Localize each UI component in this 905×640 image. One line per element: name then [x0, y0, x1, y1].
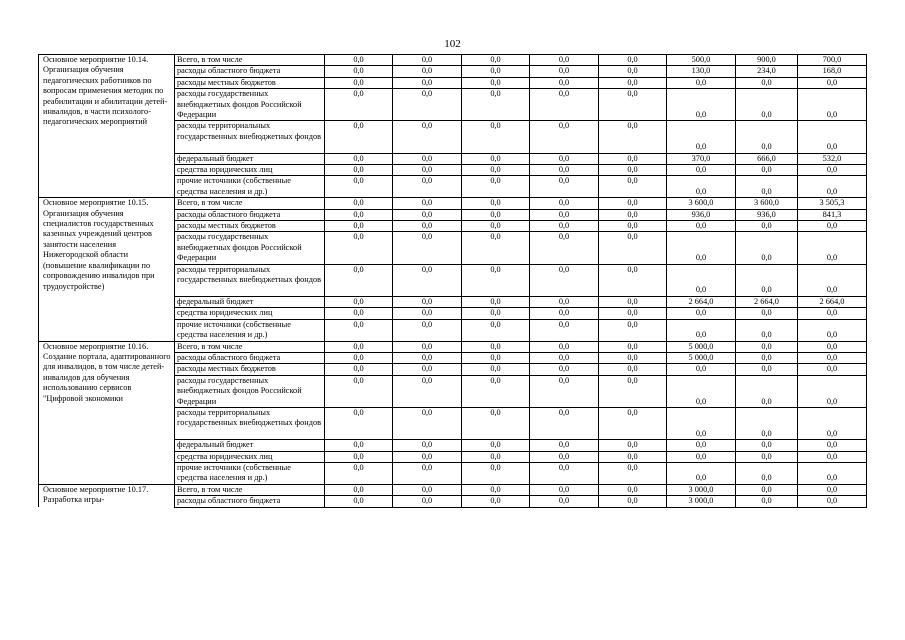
amount-cell: 0,0 [798, 440, 867, 451]
amount-cell: 0,0 [599, 440, 667, 451]
amount-cell: 0,0 [393, 198, 462, 209]
amount-cell: 0,0 [599, 77, 667, 88]
amount-cell: 0,0 [325, 121, 393, 153]
amount-cell: 0,0 [393, 308, 462, 319]
funding-source-label: расходы областного бюджета [175, 209, 325, 220]
amount-cell: 0,0 [599, 121, 667, 153]
amount-cell: 0,0 [736, 89, 798, 121]
amount-cell: 0,0 [530, 451, 599, 462]
funding-source-label: средства юридических лиц [175, 451, 325, 462]
funding-source-label: расходы областного бюджета [175, 66, 325, 77]
funding-source-label: расходы государственных внебюджетных фондов Российской Федерации [175, 89, 325, 121]
amount-cell: 370,0 [667, 153, 736, 164]
amount-cell: 0,0 [667, 319, 736, 341]
amount-cell: 0,0 [530, 352, 599, 363]
amount-cell: 0,0 [736, 77, 798, 88]
amount-cell: 0,0 [599, 209, 667, 220]
amount-cell: 0,0 [393, 407, 462, 439]
funding-source-label: расходы областного бюджета [175, 496, 325, 507]
amount-cell: 0,0 [736, 364, 798, 375]
amount-cell: 0,0 [393, 375, 462, 407]
amount-cell: 0,0 [462, 341, 530, 352]
amount-cell: 0,0 [736, 451, 798, 462]
amount-cell: 0,0 [530, 496, 599, 507]
amount-cell: 0,0 [530, 364, 599, 375]
funding-source-label: расходы территориальных государственных внебюджетных фондов [175, 121, 325, 153]
amount-cell: 0,0 [667, 364, 736, 375]
amount-cell: 2 664,0 [798, 296, 867, 307]
amount-cell: 0,0 [393, 440, 462, 451]
amount-cell: 0,0 [599, 153, 667, 164]
amount-cell: 0,0 [530, 232, 599, 264]
amount-cell: 0,0 [736, 165, 798, 176]
amount-cell: 0,0 [325, 89, 393, 121]
amount-cell: 0,0 [530, 264, 599, 296]
amount-cell: 0,0 [462, 308, 530, 319]
amount-cell: 0,0 [393, 484, 462, 495]
amount-cell: 0,0 [798, 89, 867, 121]
funding-source-label: Всего, в том числе [175, 55, 325, 66]
amount-cell: 841,3 [798, 209, 867, 220]
amount-cell: 168,0 [798, 66, 867, 77]
amount-cell: 0,0 [462, 209, 530, 220]
page-number: 102 [444, 38, 461, 50]
amount-cell: 0,0 [798, 407, 867, 439]
amount-cell: 0,0 [736, 221, 798, 232]
amount-cell: 0,0 [393, 165, 462, 176]
amount-cell: 0,0 [393, 341, 462, 352]
amount-cell: 3 600,0 [667, 198, 736, 209]
table-row [39, 484, 867, 495]
amount-cell: 0,0 [798, 375, 867, 407]
amount-cell: 0,0 [530, 319, 599, 341]
amount-cell: 700,0 [798, 55, 867, 66]
amount-cell: 0,0 [530, 462, 599, 484]
amount-cell: 936,0 [667, 209, 736, 220]
funding-source-label: Всего, в том числе [175, 198, 325, 209]
amount-cell: 0,0 [530, 89, 599, 121]
activity-description: Основное мероприятие 10.16. Создание портала, адаптированного для инвалидов, в том числе детей-инвалидов для обучения использованию сервисов "Цифровой экономики [39, 341, 175, 484]
amount-cell: 900,0 [736, 55, 798, 66]
amount-cell: 0,0 [462, 375, 530, 407]
amount-cell: 0,0 [736, 319, 798, 341]
amount-cell: 0,0 [798, 121, 867, 153]
amount-cell: 0,0 [325, 77, 393, 88]
amount-cell: 0,0 [599, 484, 667, 495]
amount-cell: 0,0 [798, 352, 867, 363]
amount-cell: 0,0 [462, 364, 530, 375]
amount-cell: 0,0 [530, 308, 599, 319]
amount-cell: 0,0 [325, 153, 393, 164]
amount-cell: 0,0 [798, 484, 867, 495]
amount-cell: 0,0 [325, 484, 393, 495]
amount-cell: 0,0 [798, 264, 867, 296]
amount-cell: 0,0 [462, 440, 530, 451]
amount-cell: 0,0 [325, 221, 393, 232]
amount-cell: 0,0 [325, 352, 393, 363]
amount-cell: 0,0 [325, 341, 393, 352]
funding-source-label: Всего, в том числе [175, 341, 325, 352]
amount-cell: 666,0 [736, 153, 798, 164]
amount-cell: 0,0 [393, 451, 462, 462]
amount-cell: 0,0 [667, 308, 736, 319]
amount-cell: 0,0 [530, 77, 599, 88]
amount-cell: 0,0 [736, 462, 798, 484]
activity-description: Основное мероприятие 10.14. Организация обучения педагогических работников по вопросам применения методик по реабилитации и абилитации детей-инвалидов, в части психолого-педагогических мероприятий [39, 55, 175, 198]
amount-cell: 0,0 [530, 341, 599, 352]
amount-cell: 0,0 [325, 165, 393, 176]
amount-cell: 0,0 [462, 121, 530, 153]
funding-source-label: расходы областного бюджета [175, 352, 325, 363]
amount-cell: 0,0 [530, 176, 599, 198]
amount-cell: 0,0 [325, 440, 393, 451]
amount-cell: 0,0 [599, 296, 667, 307]
amount-cell: 0,0 [462, 221, 530, 232]
amount-cell: 0,0 [599, 55, 667, 66]
amount-cell: 0,0 [393, 221, 462, 232]
amount-cell: 0,0 [393, 121, 462, 153]
amount-cell: 3 505,3 [798, 198, 867, 209]
amount-cell: 0,0 [736, 121, 798, 153]
amount-cell: 0,0 [393, 364, 462, 375]
amount-cell: 0,0 [667, 451, 736, 462]
funding-source-label: расходы местных бюджетов [175, 221, 325, 232]
amount-cell: 0,0 [599, 264, 667, 296]
funding-source-label: прочие источники (собственные средства населения и др.) [175, 176, 325, 198]
funding-source-label: расходы государственных внебюджетных фондов Российской Федерации [175, 375, 325, 407]
amount-cell: 0,0 [325, 198, 393, 209]
amount-cell: 0,0 [798, 77, 867, 88]
funding-source-label: средства юридических лиц [175, 165, 325, 176]
amount-cell: 0,0 [393, 55, 462, 66]
funding-source-label: расходы территориальных государственных внебюджетных фондов [175, 264, 325, 296]
amount-cell: 0,0 [667, 89, 736, 121]
amount-cell: 0,0 [462, 451, 530, 462]
amount-cell: 5 000,0 [667, 341, 736, 352]
amount-cell: 0,0 [667, 121, 736, 153]
amount-cell: 0,0 [325, 264, 393, 296]
amount-cell: 0,0 [798, 165, 867, 176]
amount-cell: 0,0 [530, 484, 599, 495]
amount-cell: 0,0 [393, 66, 462, 77]
amount-cell: 0,0 [325, 462, 393, 484]
amount-cell: 0,0 [462, 264, 530, 296]
activity-description: Основное мероприятие 10.15. Организация обучения специалистов государственных казенных учреждений центров занятости населения Нижегородской области (повышение квалификации по сопровождению инвалидов при трудоустройстве) [39, 198, 175, 341]
budget-table [38, 54, 867, 508]
funding-source-label: расходы местных бюджетов [175, 364, 325, 375]
amount-cell: 0,0 [599, 451, 667, 462]
activity-description: Основное мероприятие 10.17. Разработка игры- [39, 484, 175, 507]
amount-cell: 0,0 [736, 496, 798, 507]
amount-cell: 0,0 [325, 496, 393, 507]
amount-cell: 0,0 [798, 221, 867, 232]
amount-cell: 0,0 [667, 264, 736, 296]
table-row [39, 341, 867, 352]
amount-cell: 0,0 [325, 407, 393, 439]
amount-cell: 0,0 [667, 440, 736, 451]
amount-cell: 5 000,0 [667, 352, 736, 363]
amount-cell: 0,0 [798, 364, 867, 375]
amount-cell: 0,0 [736, 407, 798, 439]
amount-cell: 0,0 [599, 496, 667, 507]
funding-source-label: федеральный бюджет [175, 153, 325, 164]
amount-cell: 234,0 [736, 66, 798, 77]
amount-cell: 0,0 [798, 308, 867, 319]
amount-cell: 0,0 [530, 121, 599, 153]
amount-cell: 0,0 [530, 66, 599, 77]
amount-cell: 2 664,0 [736, 296, 798, 307]
amount-cell: 0,0 [599, 232, 667, 264]
funding-source-label: федеральный бюджет [175, 440, 325, 451]
amount-cell: 0,0 [462, 296, 530, 307]
amount-cell: 500,0 [667, 55, 736, 66]
amount-cell: 0,0 [530, 153, 599, 164]
funding-source-label: прочие источники (собственные средства населения и др.) [175, 462, 325, 484]
amount-cell: 0,0 [736, 341, 798, 352]
amount-cell: 0,0 [667, 232, 736, 264]
amount-cell: 0,0 [599, 308, 667, 319]
amount-cell: 0,0 [325, 451, 393, 462]
amount-cell: 0,0 [667, 165, 736, 176]
amount-cell: 0,0 [462, 407, 530, 439]
amount-cell: 0,0 [599, 198, 667, 209]
amount-cell: 0,0 [530, 440, 599, 451]
amount-cell: 0,0 [462, 352, 530, 363]
amount-cell: 0,0 [325, 319, 393, 341]
amount-cell: 0,0 [736, 264, 798, 296]
amount-cell: 936,0 [736, 209, 798, 220]
amount-cell: 0,0 [736, 375, 798, 407]
amount-cell: 0,0 [736, 352, 798, 363]
funding-source-label: расходы местных бюджетов [175, 77, 325, 88]
amount-cell: 0,0 [462, 77, 530, 88]
amount-cell: 0,0 [599, 407, 667, 439]
funding-source-label: федеральный бюджет [175, 296, 325, 307]
amount-cell: 3 600,0 [736, 198, 798, 209]
amount-cell: 0,0 [530, 165, 599, 176]
amount-cell: 0,0 [530, 198, 599, 209]
amount-cell: 0,0 [530, 375, 599, 407]
amount-cell: 0,0 [462, 232, 530, 264]
amount-cell: 0,0 [393, 496, 462, 507]
amount-cell: 0,0 [667, 462, 736, 484]
amount-cell: 130,0 [667, 66, 736, 77]
amount-cell: 0,0 [462, 55, 530, 66]
amount-cell: 0,0 [462, 198, 530, 209]
amount-cell: 0,0 [798, 496, 867, 507]
amount-cell: 0,0 [599, 319, 667, 341]
amount-cell: 0,0 [530, 296, 599, 307]
amount-cell: 0,0 [393, 462, 462, 484]
amount-cell: 0,0 [736, 232, 798, 264]
funding-source-label: средства юридических лиц [175, 308, 325, 319]
amount-cell: 0,0 [393, 77, 462, 88]
amount-cell: 0,0 [325, 232, 393, 264]
amount-cell: 0,0 [530, 407, 599, 439]
amount-cell: 0,0 [667, 375, 736, 407]
amount-cell: 0,0 [393, 319, 462, 341]
amount-cell: 0,0 [599, 352, 667, 363]
amount-cell: 0,0 [462, 165, 530, 176]
amount-cell: 0,0 [462, 153, 530, 164]
amount-cell: 0,0 [393, 89, 462, 121]
amount-cell: 0,0 [798, 462, 867, 484]
amount-cell: 0,0 [462, 462, 530, 484]
amount-cell: 0,0 [462, 89, 530, 121]
amount-cell: 0,0 [736, 308, 798, 319]
amount-cell: 0,0 [325, 308, 393, 319]
amount-cell: 0,0 [530, 221, 599, 232]
amount-cell: 0,0 [798, 232, 867, 264]
amount-cell: 0,0 [599, 165, 667, 176]
amount-cell: 0,0 [530, 209, 599, 220]
amount-cell: 3 000,0 [667, 496, 736, 507]
amount-cell: 0,0 [325, 55, 393, 66]
amount-cell: 0,0 [798, 319, 867, 341]
amount-cell: 0,0 [462, 496, 530, 507]
amount-cell: 0,0 [599, 364, 667, 375]
amount-cell: 0,0 [393, 296, 462, 307]
table-row [39, 55, 867, 66]
amount-cell: 0,0 [798, 176, 867, 198]
amount-cell: 0,0 [667, 176, 736, 198]
amount-cell: 0,0 [393, 176, 462, 198]
amount-cell: 0,0 [599, 375, 667, 407]
amount-cell: 0,0 [393, 153, 462, 164]
funding-source-label: Всего, в том числе [175, 484, 325, 495]
funding-source-label: прочие источники (собственные средства населения и др.) [175, 319, 325, 341]
amount-cell: 0,0 [325, 209, 393, 220]
amount-cell: 0,0 [325, 364, 393, 375]
amount-cell: 2 664,0 [667, 296, 736, 307]
amount-cell: 0,0 [599, 341, 667, 352]
amount-cell: 0,0 [667, 221, 736, 232]
amount-cell: 0,0 [325, 375, 393, 407]
amount-cell: 0,0 [599, 462, 667, 484]
amount-cell: 532,0 [798, 153, 867, 164]
amount-cell: 0,0 [667, 77, 736, 88]
amount-cell: 0,0 [462, 319, 530, 341]
funding-source-label: расходы государственных внебюджетных фондов Российской Федерации [175, 232, 325, 264]
amount-cell: 0,0 [736, 440, 798, 451]
amount-cell: 0,0 [736, 484, 798, 495]
amount-cell: 0,0 [599, 66, 667, 77]
amount-cell: 3 000,0 [667, 484, 736, 495]
amount-cell: 0,0 [393, 209, 462, 220]
amount-cell: 0,0 [325, 296, 393, 307]
amount-cell: 0,0 [599, 176, 667, 198]
amount-cell: 0,0 [393, 352, 462, 363]
funding-source-label: расходы территориальных государственных внебюджетных фондов [175, 407, 325, 439]
amount-cell: 0,0 [462, 484, 530, 495]
amount-cell: 0,0 [599, 89, 667, 121]
amount-cell: 0,0 [393, 264, 462, 296]
amount-cell: 0,0 [462, 66, 530, 77]
amount-cell: 0,0 [599, 221, 667, 232]
amount-cell: 0,0 [462, 176, 530, 198]
amount-cell: 0,0 [798, 341, 867, 352]
amount-cell: 0,0 [798, 451, 867, 462]
amount-cell: 0,0 [325, 66, 393, 77]
amount-cell: 0,0 [736, 176, 798, 198]
amount-cell: 0,0 [325, 176, 393, 198]
amount-cell: 0,0 [530, 55, 599, 66]
table-row [39, 198, 867, 209]
amount-cell: 0,0 [667, 407, 736, 439]
amount-cell: 0,0 [393, 232, 462, 264]
